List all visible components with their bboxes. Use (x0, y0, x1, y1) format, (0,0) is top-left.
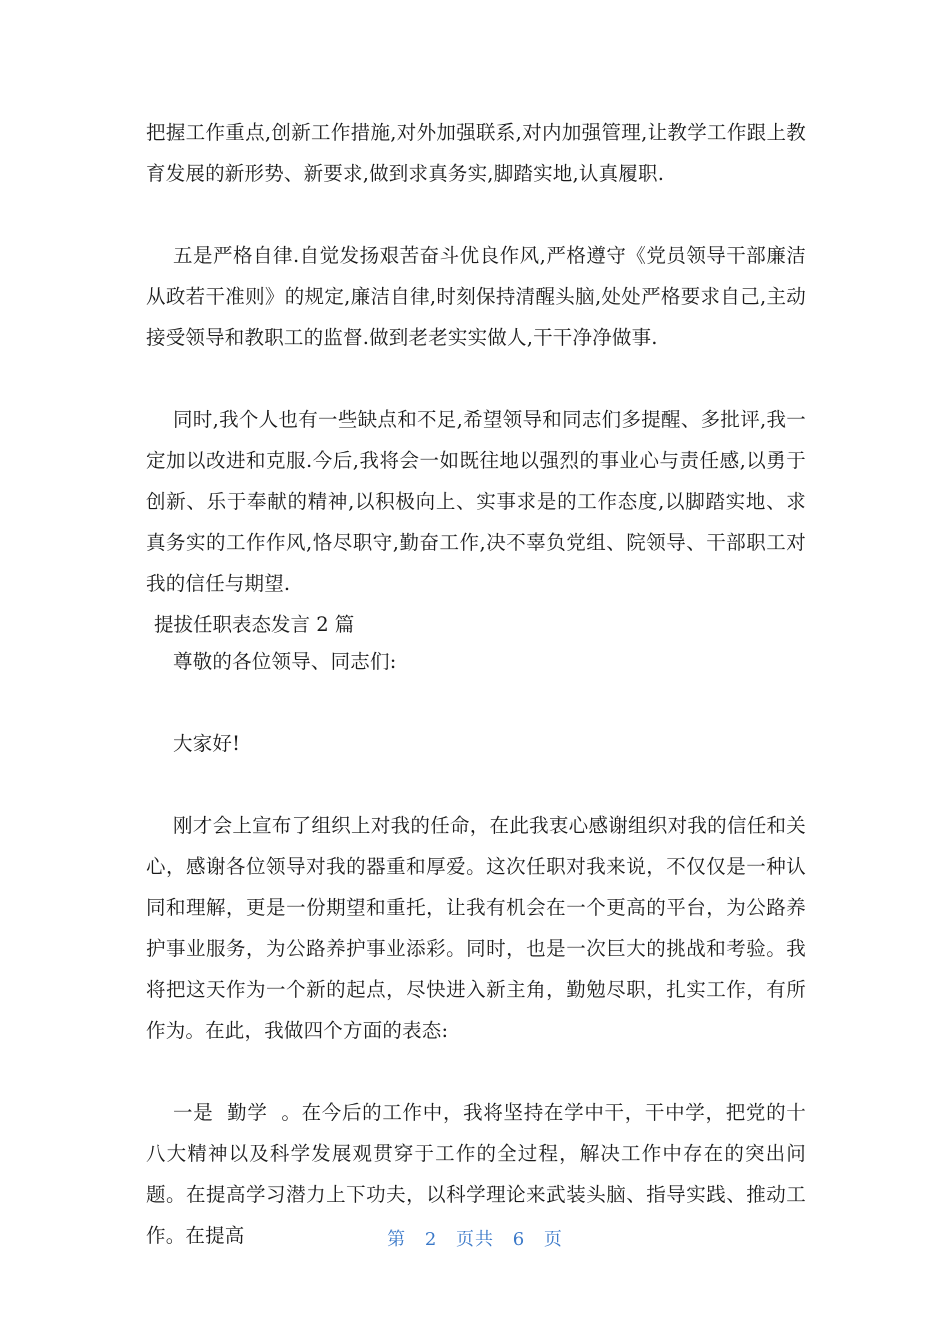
paragraph-shortcomings: 同时,我个人也有一些缺点和不足,希望领导和同志们多提醒、多批评,我一定加以改进和克服.今后,我将会一如既往地以强烈的事业心与责任感,以勇于创新、乐于奉献的精神,以积极向上、实事求是的工作态度,以脚踏实地、求真务实的工作作风,恪尽职守,勤奋工作,决不辜负党组、院领导、干部职工对我的信任与期望. (146, 408, 806, 595)
footer-suffix: 页 (543, 1229, 563, 1250)
paragraph-self-discipline: 五是严格自律.自觉发扬艰苦奋斗优良作风,严格遵守《党员领导干部廉洁从政若干准则》的规定,廉洁自律,时刻保持清醒头脑,处处严格要求自己,主动接受领导和教职工的监督.做到老老实实做人,干干净净做事. (146, 244, 806, 349)
section-heading: 提拔任职表态发言 2 篇 (154, 613, 355, 636)
page-footer (0, 1225, 950, 1251)
paragraph-appointment: 刚才会上宣布了组织上对我的任命，在此我衷心感谢组织对我的信任和关心，感谢各位领导对我的器重和厚爱。这次任职对我来说，不仅仅是一种认同和理解，更是一份期望和重托，让我有机会在一个更高的平台，为公路养护事业服务，为公路养护事业添彩。同时，也是一次巨大的挑战和考验。我将把这天作为一个新的起点，尽快进入新主角，勤勉尽职，扎实工作，有所作为。在此，我做四个方面的表态: (146, 814, 806, 1042)
footer-prefix: 第 (387, 1229, 407, 1250)
footer-current-page: 2 (424, 1229, 438, 1250)
greeting: 大家好! (173, 732, 241, 755)
paragraph-diligent-study: 一是 勤学 。在今后的工作中，我将坚持在学中干，干中学，把党的十八大精神以及科学发展观贯穿于工作的全过程，解决工作中存在的突出问题。在提高学习潜力上下功夫，以科学理论来武装头脑、指导实践、推动工作。在提高 (146, 1101, 806, 1247)
footer-total-pages: 6 (512, 1229, 526, 1250)
paragraph-work-focus: 把握工作重点,创新工作措施,对外加强联系,对内加强管理,让教学工作跟上教育发展的新形势、新要求,做到求真务实,脚踏实地,认真履职. (146, 121, 806, 185)
salutation: 尊敬的各位领导、同志们: (173, 650, 397, 673)
document-body (146, 112, 806, 1256)
footer-middle: 页共 (456, 1229, 494, 1250)
